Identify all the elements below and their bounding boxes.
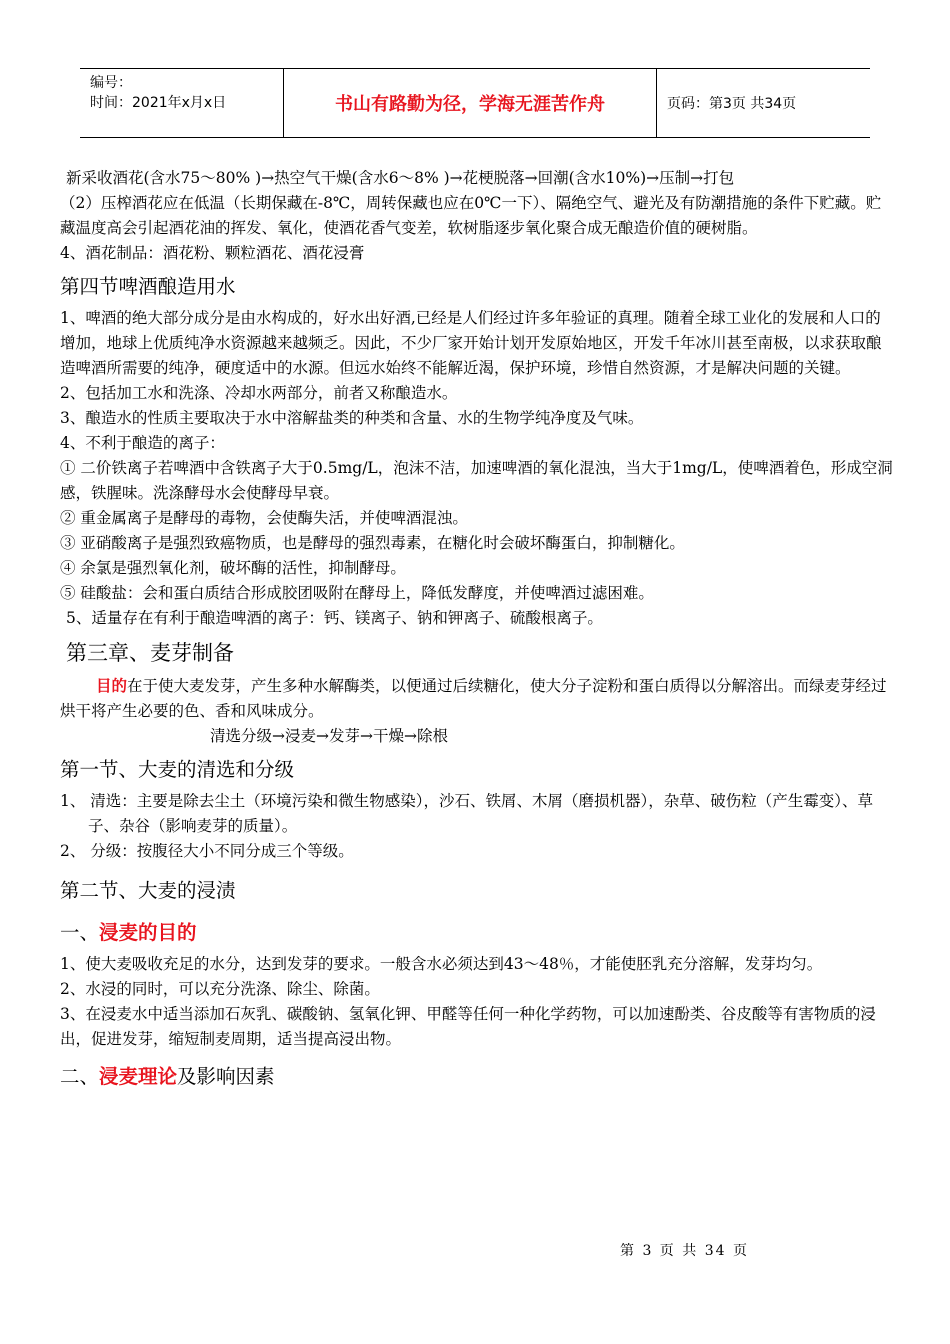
list-item-silicate: ⑤ 硅酸盐：会和蛋白质结合形成胶团吸附在酵母上，降低发酵度，并使啤酒过滤困难。 <box>60 584 654 602</box>
document-body <box>60 166 895 1096</box>
subheading-1-title: 浸麦的目的 <box>99 921 197 944</box>
subheading-2-prefix: 二、 <box>60 1065 100 1088</box>
doc-time-label: 时间：2021年x月x日 <box>90 95 227 111</box>
purpose-label: 目的 <box>96 676 128 695</box>
paragraph-water-2: 2、包括加工水和洗涤、冷却水两部分，前者又称酿造水。 <box>60 384 458 402</box>
paragraph-steep-3: 3、在浸麦水中适当添加石灰乳、碳酸钠、氢氧化钾、甲醛等任何一种化学药物，可以加速酚类、谷皮酸等有害物质的浸出，促进发芽，缩短制麦周期，适当提高浸出物。 <box>60 1005 876 1048</box>
subheading-2-rest: 及影响因素 <box>177 1065 275 1088</box>
subheading-steeping-purpose <box>60 918 895 948</box>
paragraph-steep-1: 1、使大麦吸收充足的水分，达到发芽的要求。一般含水必须达到43～48％，才能使胚乳充分溶解，发芽均匀。 <box>60 955 823 973</box>
heading-section-4: 第四节啤酒酿造用水 <box>60 275 236 298</box>
subheading-steeping-theory <box>60 1062 895 1092</box>
subheading-2-title: 浸麦理论 <box>99 1065 178 1088</box>
list-item-iron: ① 二价铁离子若啤酒中含铁离子大于0.5mg/L，泡沫不洁，加速啤酒的氧化混浊，当大于1mg/L，使啤酒着色，形成空洞感，铁腥味。洗涤酵母水会使酵母早衰。 <box>60 459 893 502</box>
header-motto: 书山有路勤为径，学海无涯苦作舟 <box>284 69 657 137</box>
paragraph-cleaning: 1、 清选：主要是除去尘土（环境污染和微生物感染），沙石、铁屑、木屑（磨损机器），杂草、破伤粒（产生霉变）、草子、杂谷（影响麦芽的质量）。 <box>60 792 874 835</box>
paragraph-water-3: 3、酿造水的性质主要取决于水中溶解盐类的种类和含量、水的生物学纯净度及气味。 <box>60 409 644 427</box>
header-left-cell <box>80 69 284 137</box>
paragraph-steep-2: 2、水浸的同时，可以充分洗涤、除尘、除菌。 <box>60 980 380 998</box>
paragraph-hops-products: 4、酒花制品：酒花粉、颗粒酒花、酒花浸膏 <box>60 244 365 262</box>
heading-section-2: 第二节、大麦的浸渍 <box>60 879 236 902</box>
page-footer: 第 3 页 共 34 页 <box>620 1243 749 1259</box>
paragraph-water-1: 1、啤酒的绝大部分成分是由水构成的，好水出好酒,已经是人们经过许多年验证的真理。随着全球工业化的发展和人口的增加，地球上优质纯净水资源越来越频乏。因此，不少厂家开始计划开发原始地区，开发千年冰川甚至南极，以求获取酿造啤酒所需要的纯净，硬度适中的水源。但远水始终不能解近渴，保护环境，珍惜自然资源，才是解决问题的关键。 <box>60 309 882 377</box>
paragraph-water-4: 4、不利于酿造的离子： <box>60 434 225 452</box>
purpose-text: 在于使大麦发芽，产生多种水解酶类，以便通过后续糖化，使大分子淀粉和蛋白质得以分解溶出。而绿麦芽经过烘干将产生必要的色、香和风味成分。 <box>60 677 887 720</box>
paragraph-purpose <box>60 673 895 724</box>
doc-number-label: 编号： <box>90 75 132 91</box>
list-item-nitrite: ③ 亚硝酸离子是强烈致癌物质，也是酵母的强烈毒素，在糖化时会破坏酶蛋白，抑制糖化。 <box>60 534 685 552</box>
heading-section-1: 第一节、大麦的清选和分级 <box>60 758 295 781</box>
list-item-chlorine: ④ 余氯是强烈氧化剂，破坏酶的活性，抑制酵母。 <box>60 559 406 577</box>
paragraph-hops-process: 新采收酒花(含水75～80% )→热空气干燥(含水6～8% )→花梗脱落→回潮(含水10%)→压制→打包 <box>66 169 735 187</box>
malting-flow: 清选分级→浸麦→发芽→干燥→除根 <box>210 727 448 745</box>
list-item-heavy-metal: ② 重金属离子是酵母的毒物，会使酶失活，并使啤酒混浊。 <box>60 509 468 527</box>
header-page-label: 页码：第3页 共34页 <box>667 96 797 112</box>
subheading-1-prefix: 一、 <box>60 921 100 944</box>
paragraph-hops-storage: （2）压榨酒花应在低温（长期保藏在-8℃，周转保藏也应在0℃一下）、隔绝空气、避光及有防潮措施的条件下贮藏。贮藏温度高会引起酒花油的挥发、氧化，使酒花香气变差，软树脂逐步氧化聚合成无酿造价值的硬树脂。 <box>60 194 882 237</box>
paragraph-water-5: 5、适量存在有利于酿造啤酒的离子：钙、镁离子、钠和钾离子、硫酸根离子。 <box>66 609 603 627</box>
page-header <box>80 68 870 138</box>
heading-chapter-3: 第三章、麦芽制备 <box>66 641 234 665</box>
paragraph-grading: 2、 分级：按腹径大小不同分成三个等级。 <box>60 842 354 860</box>
